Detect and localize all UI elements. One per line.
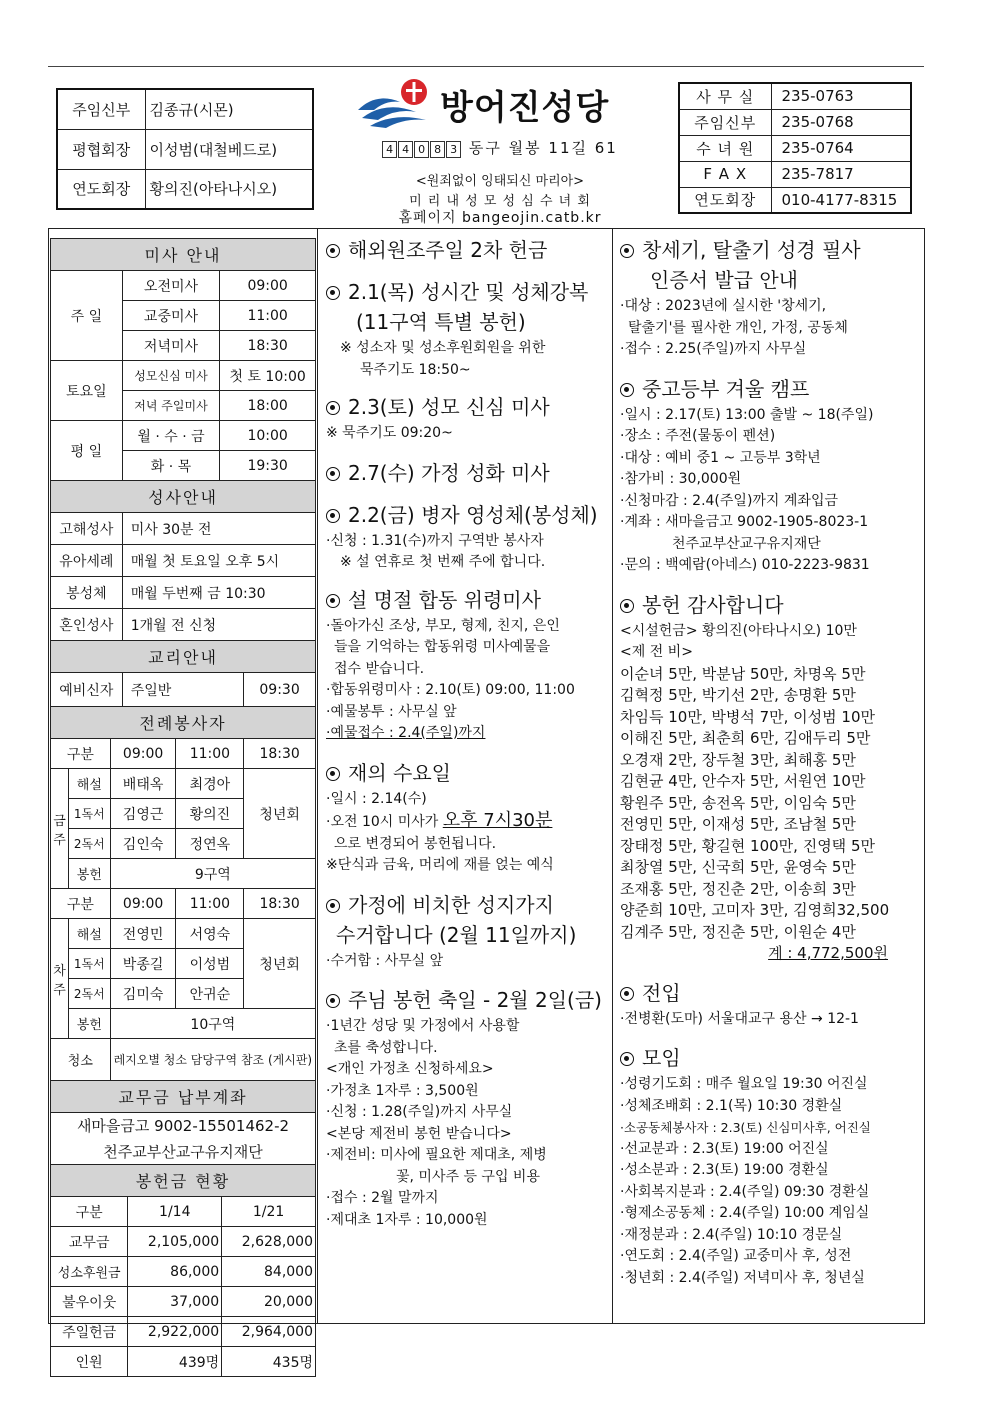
mass-time: 11:00 [220, 301, 316, 331]
bullet-icon [326, 467, 340, 481]
meeting-line: ·소공동체봉사자 : 2.3(토) 신심미사후, 어진실 [620, 1120, 871, 1135]
donation-total [620, 943, 918, 965]
col-head: 1/14 [128, 1197, 222, 1227]
notice-line: ·계좌 : 새마을금고 9002-1905-8023-1 [620, 514, 869, 530]
heading-text: 창세기, 탈출기 성경 필사 [642, 238, 861, 262]
role: 봉헌 [68, 1009, 110, 1039]
role: 2독서 [68, 829, 110, 859]
sunday-label: 주 일 [51, 271, 123, 361]
bullet-icon [326, 899, 340, 913]
servers-title: 전례봉사자 [51, 707, 316, 739]
server: 박종길 [110, 949, 176, 979]
donor-line: 양준희 10만, 고미자 3만, 김영희32,500 [620, 901, 890, 919]
notice-line: ·1년간 성당 및 가정에서 사용할 [326, 1018, 520, 1034]
server: 김미숙 [110, 979, 176, 1009]
account-title: 교무금 납부계좌 [51, 1081, 316, 1113]
sacrament-info: 미사 30분 전 [122, 513, 315, 545]
label: 수 녀 원 [679, 135, 771, 161]
notice-line: 탈출기'를 필사한 개인, 가정, 공동체 [628, 319, 848, 336]
sacrament-name: 고해성사 [51, 513, 123, 545]
notices-column-1 [326, 232, 606, 1231]
notice-line: ·접수 : 2월 말까지 [326, 1190, 439, 1206]
notice-heading [326, 236, 606, 264]
donor-line: 황원주 5만, 송전옥 5만, 이임숙 5만 [620, 793, 856, 812]
amount: 37,000 [128, 1287, 222, 1317]
notice-line: ·신청 : 1.28(주일)까지 사무실 [326, 1104, 513, 1120]
bullet-icon [326, 594, 340, 608]
notice-line: ·예물접수 : 2.4(주일)까지 [326, 725, 486, 741]
amount: 2,964,000 [222, 1317, 316, 1347]
sidebar [50, 238, 316, 1377]
zip-digit: 0 [414, 141, 429, 158]
bullet-icon [620, 383, 634, 397]
notice-line: ·전병환(도마) 서울대교구 용산 → 12-1 [620, 1010, 859, 1027]
notice-heading [326, 986, 606, 1014]
donor-line: 김혁정 5만, 박기선 2만, 송명환 5만 [620, 686, 856, 704]
sacrament-title: 성사안내 [51, 481, 316, 513]
notice-line: ·돌아가신 조상, 부모, 형제, 친지, 은인 [326, 617, 560, 634]
meeting-line: ·성령기도회 : 매주 월요일 19:30 어진실 [620, 1076, 868, 1092]
notice-heading [326, 459, 606, 487]
mass-name: 오전미사 [122, 271, 220, 301]
meeting-line: ·선교분과 : 2.3(토) 19:00 어진실 [620, 1140, 829, 1157]
bullet-icon [620, 1052, 634, 1066]
offering-zone: 9구역 [110, 859, 315, 889]
address-text: 동구 월봉 11길 61 [468, 139, 618, 157]
role: 해설 [68, 769, 110, 799]
bullet-icon [326, 509, 340, 523]
notice-line: ·일시 : 2.17(토) 13:00 출발 ~ 18(주일) [620, 406, 874, 423]
server: 서영숙 [176, 919, 244, 949]
heading-text: 가정에 비치한 성지가지 [348, 892, 554, 917]
phone: 235-0764 [771, 135, 911, 161]
col-head: 09:00 [110, 739, 176, 769]
label: F A X [679, 161, 771, 187]
heading-text: 수거합니다 (2월 11일까지) [336, 922, 577, 947]
zip-digit: 4 [398, 141, 413, 158]
heading-text: 2.3(토) 성모 신심 미사 [348, 395, 550, 419]
notice-line: ·문의 : 백예람(아네스) 010-2223-9831 [620, 557, 870, 573]
notice-line: <본당 제전비 봉헌 받습니다> [326, 1125, 512, 1142]
label: 사 무 실 [679, 83, 771, 109]
sacrament-info: 매월 두번째 금 10:30 [122, 577, 315, 609]
col-head: 구분 [51, 739, 111, 769]
mass-name: 저녁 주일미사 [122, 391, 220, 421]
sacrament-info: 매월 첫 토요일 오후 5시 [122, 545, 315, 577]
next-week-label: 차주 [51, 919, 69, 1039]
meeting-line: ·성소분과 : 2.3(토) 19:00 경환실 [620, 1162, 829, 1178]
offering-title: 봉헌금 현황 [51, 1165, 316, 1197]
phone: 235-0763 [771, 83, 911, 109]
bullet-icon [620, 599, 634, 613]
youth-label: 청년회 [244, 769, 316, 859]
label: 주임신부 [57, 89, 145, 129]
zip-digit: 8 [430, 141, 445, 158]
notice-line: <시설헌금> 황의진(아타나시오) 10만 [620, 622, 857, 639]
phone: 010-4177-8315 [771, 187, 911, 213]
mass-time: 09:00 [220, 271, 316, 301]
church-name: 방어진성당 [440, 88, 610, 128]
notice-line: 천주교부산교구유지재단 [672, 535, 821, 552]
sacrament-name: 봉성체 [51, 577, 123, 609]
amount: 86,000 [128, 1257, 222, 1287]
weekday-label: 평 일 [51, 421, 123, 481]
cleaning-label: 청소 [51, 1039, 111, 1081]
top-rule [48, 66, 924, 67]
notice-line: 초를 축성합니다. [334, 1039, 438, 1056]
offering-type: 불우이웃 [51, 1287, 128, 1317]
nuns-name: 미 리 내 성 모 성 심 수 녀 회 [409, 194, 591, 209]
heading-text: 2.1(목) 성시간 및 성체강복 [348, 280, 589, 304]
zip-digit: 4 [382, 141, 397, 158]
header-left-info [56, 88, 314, 210]
server: 최경아 [176, 769, 244, 799]
notice-line: ·가정초 1자루 : 3,500원 [326, 1082, 479, 1099]
notice-text: ·오전 10시 미사가 [326, 814, 443, 830]
notice-line: ·접수 : 2.25(주일)까지 사무실 [620, 341, 807, 357]
donor-line: 전영민 5만, 이재성 5만, 조남철 5만 [620, 815, 856, 833]
mass-name: 성모신심 미사 [122, 361, 220, 391]
zip-digit: 3 [446, 141, 461, 158]
sacrament-name: 혼인성사 [51, 609, 123, 641]
heading-text: 재의 수요일 [348, 760, 451, 785]
mass-name: 월 · 수 · 금 [122, 421, 220, 451]
offering-type: 주일헌금 [51, 1317, 128, 1347]
offering-type: 인원 [51, 1347, 128, 1377]
notice-line: ·대상 : 2023년에 실시한 '창세기, [620, 298, 827, 314]
header-contacts [678, 82, 912, 214]
bullet-icon [620, 987, 634, 1001]
mass-name: 저녁미사 [122, 331, 220, 361]
col-head: 1/21 [222, 1197, 316, 1227]
heading-text: 봉헌 감사합니다 [642, 592, 784, 617]
col-head: 09:00 [110, 889, 176, 919]
sacrament-name: 유아세례 [51, 545, 123, 577]
notice-heading [326, 501, 606, 529]
class-time: 09:30 [244, 673, 316, 707]
bullet-icon [326, 286, 340, 300]
notice-line: ·제전비: 미사에 필요한 제대초, 제병 [326, 1147, 547, 1163]
phone: 235-7817 [771, 161, 911, 187]
mass-time: 10:00 [220, 421, 316, 451]
meeting-line: ·사회복지분과 : 2.4(주일) 09:30 경환실 [620, 1183, 870, 1200]
total-text: 계 : 4,772,500원 [768, 944, 888, 962]
highlight-time: 오후 7시30분 [442, 810, 553, 831]
mass-name: 화 · 목 [122, 451, 220, 481]
notice-line: 접수 받습니다. [334, 660, 425, 677]
label: 평협회장 [57, 129, 145, 169]
server: 정연옥 [176, 829, 244, 859]
donor-line: 이해진 5만, 최춘희 6만, 김애두리 5만 [620, 729, 871, 747]
notice-line: ·참가비 : 30,000원 [620, 471, 742, 487]
notice-heading [620, 591, 918, 619]
bullet-icon [326, 767, 340, 781]
server: 황의진 [176, 799, 244, 829]
col-head: 11:00 [176, 889, 244, 919]
donor-line: 조재홍 5만, 정진춘 2만, 이송희 3만 [620, 879, 856, 898]
donor-line: 장태정 5만, 황길현 100만, 진영택 5만 [620, 836, 875, 855]
col-head: 11:00 [176, 739, 244, 769]
offering-zone: 10구역 [110, 1009, 315, 1039]
donor-line: 오경재 2만, 장두철 3만, 최해홍 5만 [620, 750, 856, 769]
donor-line: 이순녀 5만, 박분남 50만, 차명옥 5만 [620, 664, 866, 683]
heading-text: 해외원조주일 2차 헌금 [348, 238, 548, 262]
amount: 84,000 [222, 1257, 316, 1287]
notice-line: ·예물봉투 : 사무실 앞 [326, 703, 457, 720]
server: 배태옥 [110, 769, 176, 799]
mass-time: 18:30 [220, 331, 316, 361]
bullet-icon [326, 244, 340, 258]
amount: 2,105,000 [128, 1227, 222, 1257]
account-number: 새마을금고 9002-15501462-2 [51, 1113, 316, 1139]
meeting-line: ·성체조배회 : 2.1(목) 10:30 경환실 [620, 1097, 843, 1114]
col-head: 18:30 [244, 739, 316, 769]
col-head: 구분 [51, 889, 111, 919]
notice-line: ※ 묵주기도 09:20~ [326, 425, 453, 441]
notices-column-2 [620, 232, 918, 1289]
role: 1독서 [68, 799, 110, 829]
label: 연도회장 [679, 187, 771, 213]
class-type: 주일반 [122, 673, 243, 707]
notice-line: ·합동위령미사 : 2.10(토) 09:00, 11:00 [326, 682, 575, 698]
notice-heading [326, 393, 606, 421]
bullet-icon [620, 244, 634, 258]
role: 해설 [68, 919, 110, 949]
notice-heading [620, 979, 918, 1007]
notice-heading [620, 375, 918, 403]
heading-text: 2.2(금) 병자 영성체(봉성체) [348, 502, 598, 527]
col-head: 18:30 [244, 889, 316, 919]
sacrament-info: 1개월 전 신청 [122, 609, 315, 641]
mass-time: 첫 토 10:00 [220, 361, 316, 391]
class-name: 예비신자 [51, 673, 123, 707]
label: 연도회장 [57, 169, 145, 209]
notice-line: 들을 기억하는 합동위령 미사예물을 [334, 639, 551, 655]
notice-line: ·수거함 : 사무실 앞 [326, 952, 444, 969]
mass-name: 교중미사 [122, 301, 220, 331]
notice-line: ※ 성소자 및 성소후원회원을 위한 [340, 340, 546, 356]
bullet-icon [326, 994, 340, 1008]
meeting-line: ·형제소공동체 : 2.4(주일) 10:00 계임실 [620, 1205, 870, 1221]
col-head: 구분 [51, 1197, 128, 1227]
amount: 2,922,000 [128, 1317, 222, 1347]
offering-type: 교무금 [51, 1227, 128, 1257]
this-week-label: 금주 [51, 769, 69, 889]
bullet-icon [326, 401, 340, 415]
value: 김종규(시몬) [145, 89, 313, 129]
server: 김영근 [110, 799, 176, 829]
meeting-line: ·청년회 : 2.4(주일) 저녁미사 후, 청년실 [620, 1269, 865, 1286]
notice-line [326, 810, 606, 834]
donor-line: 김현균 4만, 안수자 5만, 서원연 10만 [620, 772, 866, 790]
notice-heading [620, 236, 918, 264]
homepage: 홈페이지 bangeojin.catb.kr [398, 210, 602, 226]
doctrine-title: 교리안내 [51, 641, 316, 673]
heading-text: (11구역 특별 봉헌) [356, 310, 526, 334]
column-divider [317, 228, 318, 1324]
notice-line: <제 전 비> [620, 644, 693, 660]
amount: 20,000 [222, 1287, 316, 1317]
heading-text: 중고등부 겨울 캠프 [642, 376, 810, 401]
value: 이성범(대철베드로) [145, 129, 313, 169]
notice-line: ·일시 : 2.14(수) [326, 790, 427, 807]
notice-line: 으로 변경되어 봉헌됩니다. [334, 835, 497, 852]
notice-line: 묵주기도 18:50~ [360, 361, 471, 378]
notice-line: ※ 설 연휴로 첫 번째 주에 합니다. [340, 554, 546, 570]
notice-line: ·장소 : 주전(물동이 펜션) [620, 428, 776, 444]
heading-text: 인증서 발급 안내 [650, 268, 798, 292]
value: 황의진(아타나시오) [145, 169, 313, 209]
donor-line: 최창열 5만, 신국희 5만, 윤영숙 5만 [620, 858, 856, 876]
notice-line: ·대상 : 예비 중1 ~ 고등부 3학년 [620, 449, 821, 466]
notice-line: 꽃, 미사주 등 구입 비용 [396, 1168, 540, 1185]
notice-heading [326, 586, 606, 614]
mass-time: 18:00 [220, 391, 316, 421]
server: 이성범 [176, 949, 244, 979]
role: 봉헌 [68, 859, 110, 889]
amount: 435명 [222, 1347, 316, 1377]
role: 1독서 [68, 949, 110, 979]
heading-text: 설 명절 합동 위령미사 [348, 587, 541, 612]
notice-heading [326, 759, 606, 787]
notice-heading [620, 1044, 918, 1072]
server: 안귀순 [176, 979, 244, 1009]
label: 주임신부 [679, 109, 771, 135]
mass-title: 미사 안내 [51, 239, 316, 271]
address [350, 137, 650, 158]
amount: 439명 [128, 1347, 222, 1377]
heading-text: 2.7(수) 가정 성화 미사 [348, 460, 550, 485]
youth-label: 청년회 [244, 919, 316, 1009]
notice-line: <개인 가정초 신청하세요> [326, 1061, 494, 1077]
offering-type: 성소후원금 [51, 1257, 128, 1287]
role: 2독서 [68, 979, 110, 1009]
phone: 235-0768 [771, 109, 911, 135]
column-divider [612, 228, 613, 1324]
amount: 2,628,000 [222, 1227, 316, 1257]
motto: <원죄없이 잉태되신 마리아> [415, 174, 585, 189]
saturday-label: 토요일 [51, 361, 123, 421]
heading-text: 전입 [642, 980, 681, 1005]
donor-line: 차임득 10만, 박병석 7만, 이성범 10만 [620, 707, 875, 726]
notice-heading [326, 278, 606, 306]
server: 전영민 [110, 919, 176, 949]
account-holder: 천주교부산교구유지재단 [51, 1139, 316, 1165]
notice-line: ※단식과 금육, 머리에 재를 얹는 예식 [326, 857, 554, 873]
meeting-line: ·재정분과 : 2.4(주일) 10:10 경문실 [620, 1226, 843, 1243]
notice-line: ·신청마감 : 2.4(주일)까지 계좌입금 [620, 492, 838, 509]
notice-line: ·신청 : 1.31(수)까지 구역반 봉사자 [326, 532, 544, 549]
meeting-line: ·연도회 : 2.4(주일) 교중미사 후, 성전 [620, 1248, 852, 1264]
heading-text: 주님 봉헌 축일 - 2월 2일(금) [348, 988, 602, 1012]
heading-text: 모임 [642, 1046, 681, 1070]
church-logo-icon [356, 74, 432, 130]
cleaning-info: 레지오별 청소 담당구역 참조 (게시판) [110, 1039, 315, 1081]
notice-line: ·제대초 1자루 : 10,000원 [326, 1211, 488, 1228]
mass-time: 19:30 [220, 451, 316, 481]
notice-heading [326, 891, 606, 919]
server: 김인숙 [110, 829, 176, 859]
donor-line: 김계주 5만, 정진춘 5만, 이원순 4만 [620, 922, 856, 941]
